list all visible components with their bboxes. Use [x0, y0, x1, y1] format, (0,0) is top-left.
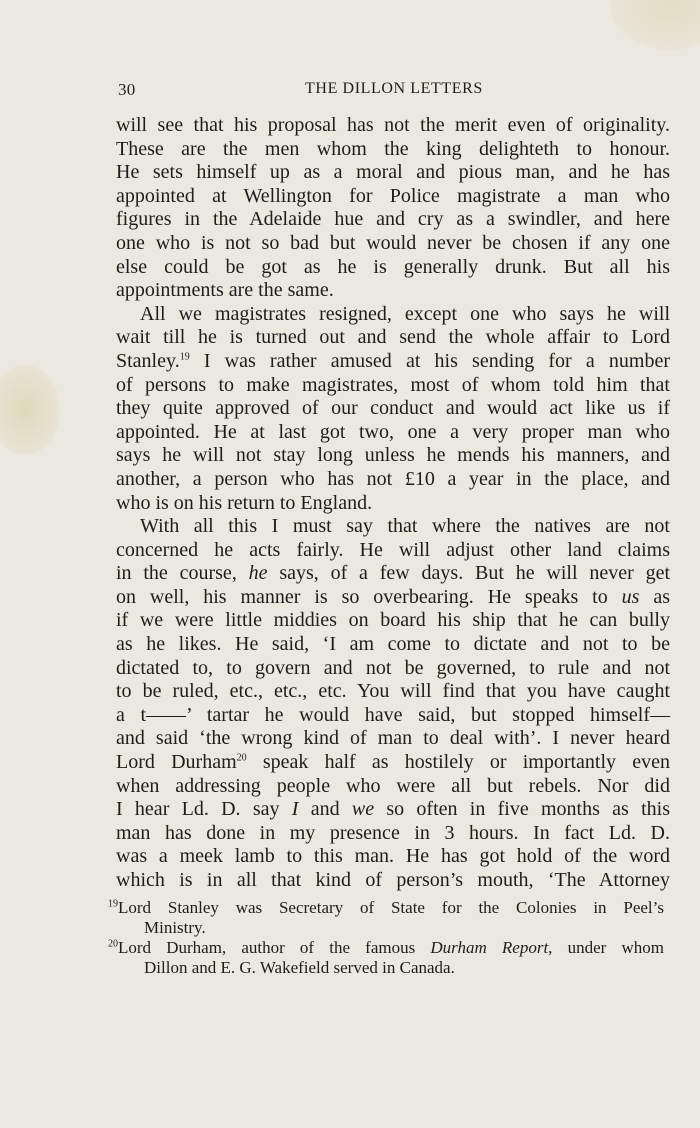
text-line: wait till he is turned out and send the whole affair to Lord — [116, 326, 670, 349]
text-line: appointed at Wellington for Police magistrate a man who — [116, 184, 670, 207]
paper-stain — [610, 0, 700, 50]
italic-word: he — [248, 562, 268, 585]
text-segment: Stanley. — [116, 349, 180, 372]
text-line: These are the men whom the king delighteth to honour. — [116, 137, 670, 160]
text-segment: I hear Ld. D. say — [116, 798, 292, 821]
text-segment: I was rather amused at his sending for a number — [203, 349, 670, 372]
text-line: dictated to, to govern and not be governed, to rule and not — [116, 656, 670, 679]
text-line: will see that his proposal has not the merit even of originality. — [116, 114, 670, 136]
footnotes — [108, 898, 664, 978]
footnote-ref: 19 — [179, 351, 190, 363]
text-line: figures in the Adelaide hue and cry as a swindler, and here — [116, 208, 670, 231]
text-line: of persons to make magistrates, most of whom told him that — [116, 373, 670, 396]
page-number: 30 — [118, 80, 136, 99]
text-line: one who is not so bad but would never be chosen if any one — [116, 231, 670, 254]
text-line: they quite approved of our conduct and would act like us if — [116, 397, 670, 420]
footnote-ref: 20 — [236, 752, 247, 764]
text-line: concerned he acts fairly. He will adjust other land claims — [116, 538, 670, 561]
text-line — [116, 798, 670, 822]
text-segment: in the course, — [116, 562, 249, 585]
text-line: and said ‘the wrong kind of man to deal with’. I never heard — [116, 727, 670, 750]
text-line: All we magistrates resigned, except one who says he will — [140, 302, 670, 325]
footnote-text: Lord Durham, author of the famous — [118, 938, 431, 957]
footnote-number: 19 — [108, 898, 118, 910]
text-segment: speak half as hostilely or importantly even — [246, 751, 670, 774]
text-line: appointed. He at last got two, one a very proper man who — [116, 420, 670, 443]
running-title: THE DILLON LETTERS — [305, 80, 483, 97]
text-segment: and — [298, 798, 352, 821]
footnote-italic: Durham Report, — [430, 938, 553, 957]
text-line: He sets himself up as a moral and pious man, and he has — [116, 161, 670, 184]
text-line: another, a person who has not £10 a year in the place, and — [116, 467, 670, 490]
body-text — [116, 114, 670, 893]
footnote-line: Ministry. — [144, 918, 206, 937]
footnote-line — [108, 938, 664, 958]
footnote-text: Lord Stanley was Secretary of State for the Colonies in Peel’s — [118, 898, 664, 917]
text-segment: Lord Durham — [116, 751, 237, 774]
text-line: else could be got as he is generally drunk. But all his — [116, 255, 670, 278]
text-segment: so often in five months as this — [374, 798, 670, 821]
footnote-number: 20 — [108, 938, 118, 950]
text-line: who is on his return to England. — [116, 491, 373, 514]
text-line: a t——’ tartar he would have said, but stopped himself— — [116, 703, 670, 726]
text-line: says he will not stay long unless he mends his manners, and — [116, 444, 670, 467]
paper-stain — [0, 365, 60, 455]
text-line — [116, 350, 670, 374]
text-segment: as — [639, 585, 670, 608]
text-line — [116, 562, 670, 586]
text-line — [116, 586, 670, 610]
text-line — [116, 751, 670, 775]
italic-word: I — [291, 798, 299, 821]
text-line: if we were little middies on board his ship that he can bully — [116, 609, 670, 632]
text-segment: says, of a few days. But he will never get — [267, 562, 670, 585]
italic-word: us — [621, 585, 640, 608]
text-segment: on well, his manner is so overbearing. He speaks to — [116, 585, 622, 608]
text-line: to be ruled, etc., etc., etc. You will find that you have caught — [116, 680, 670, 703]
text-line: was a meek lamb to this man. He has got hold of the word — [116, 845, 670, 868]
text-line: which is in all that kind of person’s mouth, ‘The Attorney — [116, 869, 670, 891]
text-line: With all this I must say that where the natives are not — [140, 515, 670, 538]
page-header — [118, 80, 670, 104]
footnote-line — [108, 898, 664, 918]
text-line: man has done in my presence in 3 hours. In fact Ld. D. — [116, 821, 670, 844]
text-line: as he likes. He said, ‘I am come to dictate and not to be — [116, 633, 670, 656]
footnote-text: under whom — [552, 938, 664, 957]
text-line: appointments are the same. — [116, 279, 334, 302]
text-line: when addressing people who were all but rebels. Nor did — [116, 774, 670, 797]
footnote-line: Dillon and E. G. Wakefield served in Canada. — [144, 958, 455, 977]
italic-word: we — [351, 798, 375, 821]
